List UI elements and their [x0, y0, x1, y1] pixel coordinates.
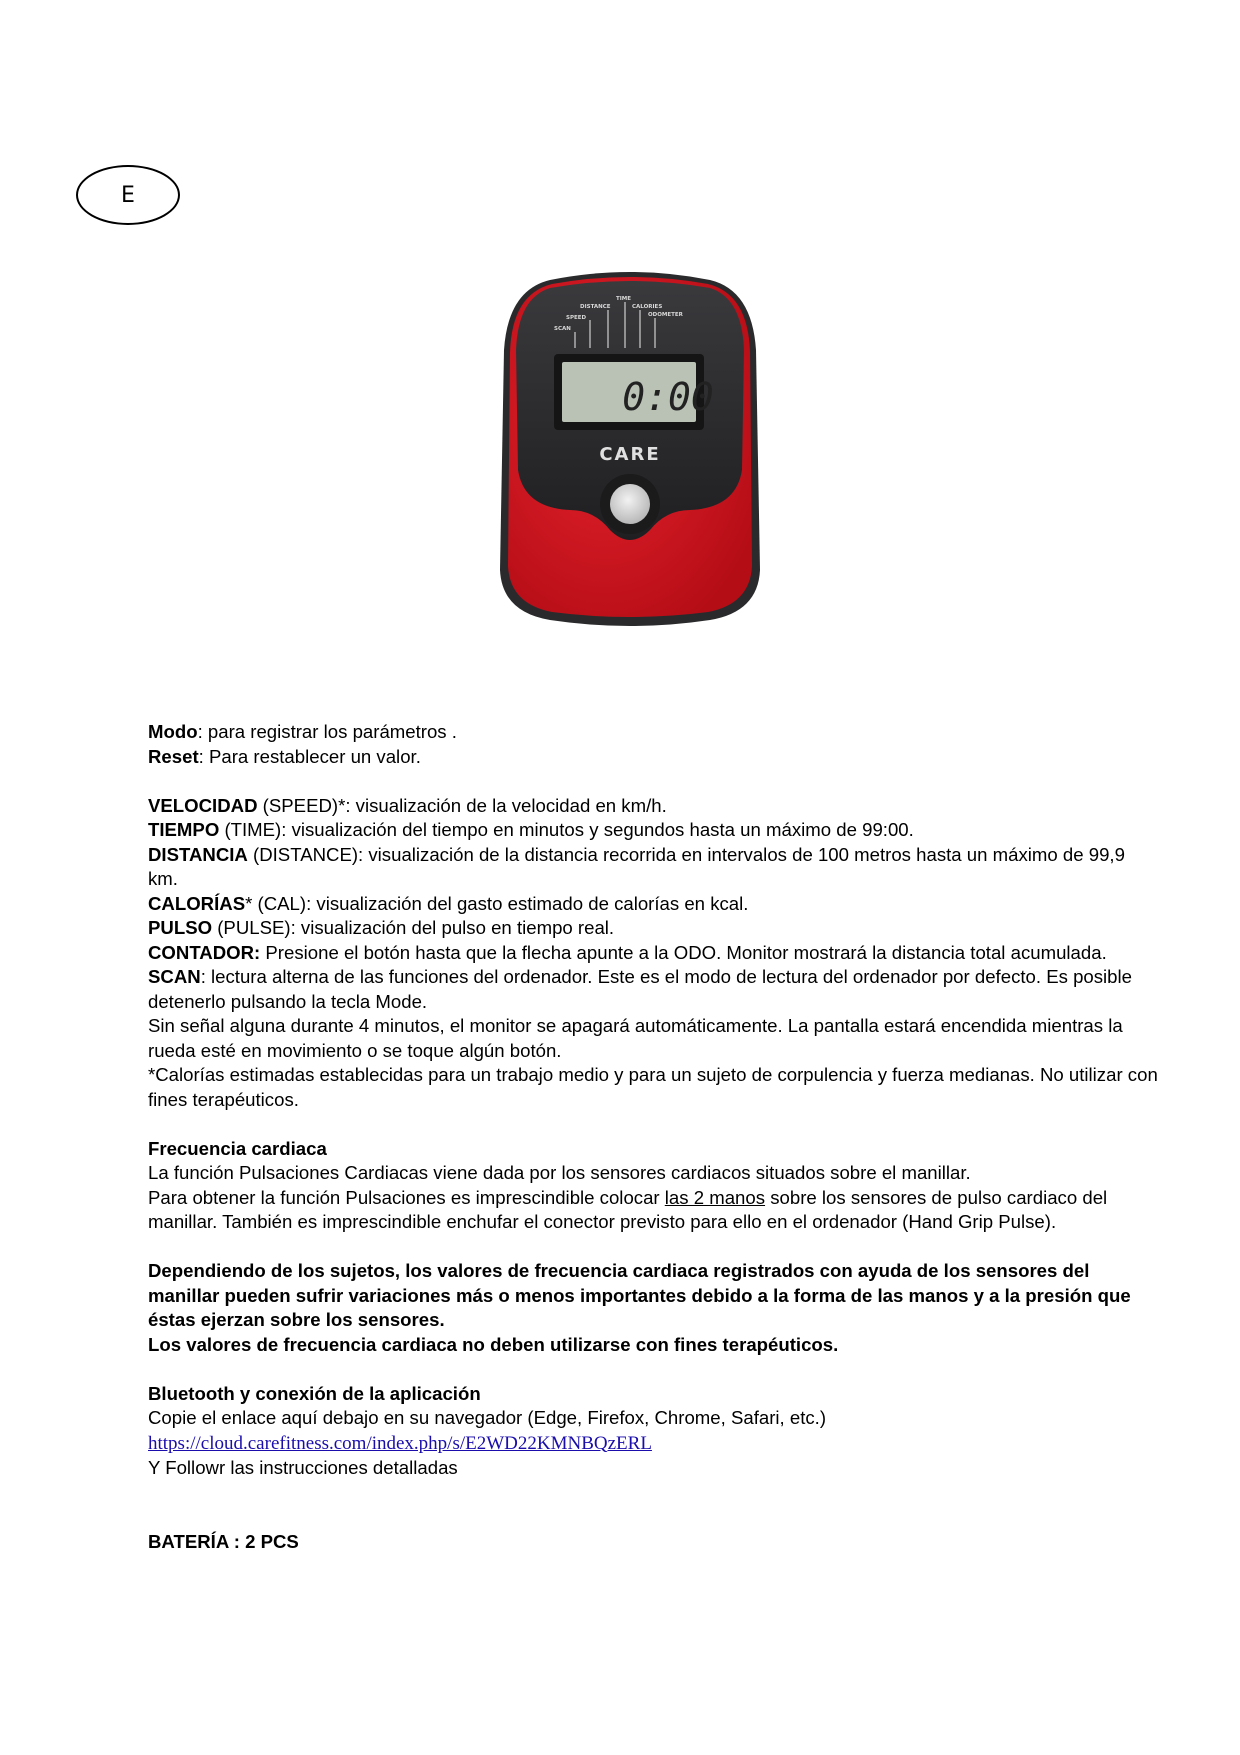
velocidad-line: VELOCIDAD (SPEED)*: visualización de la velocidad en km/h. — [148, 794, 667, 816]
app-link[interactable]: https://cloud.carefitness.com/index.php/s/E2WD22KMNBQzERL — [148, 1432, 652, 1454]
bluetooth-line-link-row — [148, 1431, 1158, 1457]
label-speed: SPEED — [566, 315, 587, 321]
label-odometer: ODOMETER — [648, 312, 683, 318]
lcd-readout: 0:00 — [622, 375, 714, 419]
label-time: TIME — [616, 296, 632, 302]
language-badge — [76, 165, 180, 225]
calorie-note: *Calorías estimadas establecidas para un trabajo medio y para un sujeto de corpulencia y fuerza medianas. No utilizar con fines terapéuticos. — [148, 1064, 1158, 1110]
calorias-line: CALORÍAS* (CAL): visualización del gasto estimado de calorías en kcal. — [148, 892, 749, 914]
bluetooth-line-1: Copie el enlace aquí debajo en su navegador (Edge, Firefox, Chrome, Safari, etc.) — [148, 1407, 827, 1428]
heart-rate-warning-1: Dependiendo de los sujetos, los valores de frecuencia cardiaca registrados con ayuda de los sensores del manillar pueden sufrir variaciones más o menos importantes debido a la forma de las manos y a la presión que éstas ejerzan sobre los sensores. — [148, 1260, 1131, 1330]
heart-rate-line-2: Para obtener la función Pulsaciones es imprescindible colocar las 2 manos sobre los sensores de pulso cardiaco del manillar. También es imprescindible enchufar el conector previsto para ello en el ordenador (Hand Grip Pulse). — [148, 1186, 1108, 1232]
battery-line: BATERÍA : 2 PCS — [148, 1530, 299, 1552]
bluetooth-line-2: Y Followr las instrucciones detalladas — [148, 1457, 458, 1478]
language-letter: E — [121, 182, 135, 208]
auto-off-note: Sin señal alguna durante 4 minutos, el monitor se apagará automáticamente. La pantalla estará encendida mientras la rueda esté en movimiento o se toque algún botón. — [148, 1015, 1123, 1061]
label-scan: SCAN — [554, 326, 571, 332]
bluetooth-heading: Bluetooth y conexión de la aplicación — [148, 1382, 481, 1404]
instructions-body — [148, 720, 1158, 1554]
scan-line: SCAN: lectura alterna de las funciones del ordenador. Este es el modo de lectura del ordenador por defecto. Es posible detenerlo pulsando la tecla Mode. — [148, 966, 1132, 1012]
distancia-line: DISTANCIA (DISTANCE): visualización de la distancia recorrida en intervalos de 100 metros hasta un máximo de 99,9 km. — [148, 843, 1125, 889]
heart-rate-line-1: La función Pulsaciones Cardiacas viene dada por los sensores cardiacos situados sobre el manillar. — [148, 1162, 971, 1183]
heart-rate-heading: Frecuencia cardiaca — [148, 1137, 327, 1159]
contador-line: CONTADOR: Presione el botón hasta que la flecha apunte a la ODO. Monitor mostrará la distancia total acumulada. — [148, 941, 1107, 963]
reset-line: Reset: Para restablecer un valor. — [148, 745, 421, 767]
brand-logo: CARE — [599, 444, 661, 465]
label-distance: DISTANCE — [580, 304, 611, 310]
heart-rate-warning-2: Los valores de frecuencia cardiaca no deben utilizarse con fines terapéuticos. — [148, 1333, 839, 1355]
tiempo-line: TIEMPO (TIME): visualización del tiempo en minutos y segundos hasta un máximo de 99:00. — [148, 819, 914, 840]
label-calories: CALORIES — [632, 304, 663, 310]
modo-line: Modo: para registrar los parámetros . — [148, 721, 457, 742]
monitor-image — [490, 270, 770, 630]
mode-button-cap — [610, 484, 650, 524]
pulso-line: PULSO (PULSE): visualización del pulso en tiempo real. — [148, 917, 615, 938]
